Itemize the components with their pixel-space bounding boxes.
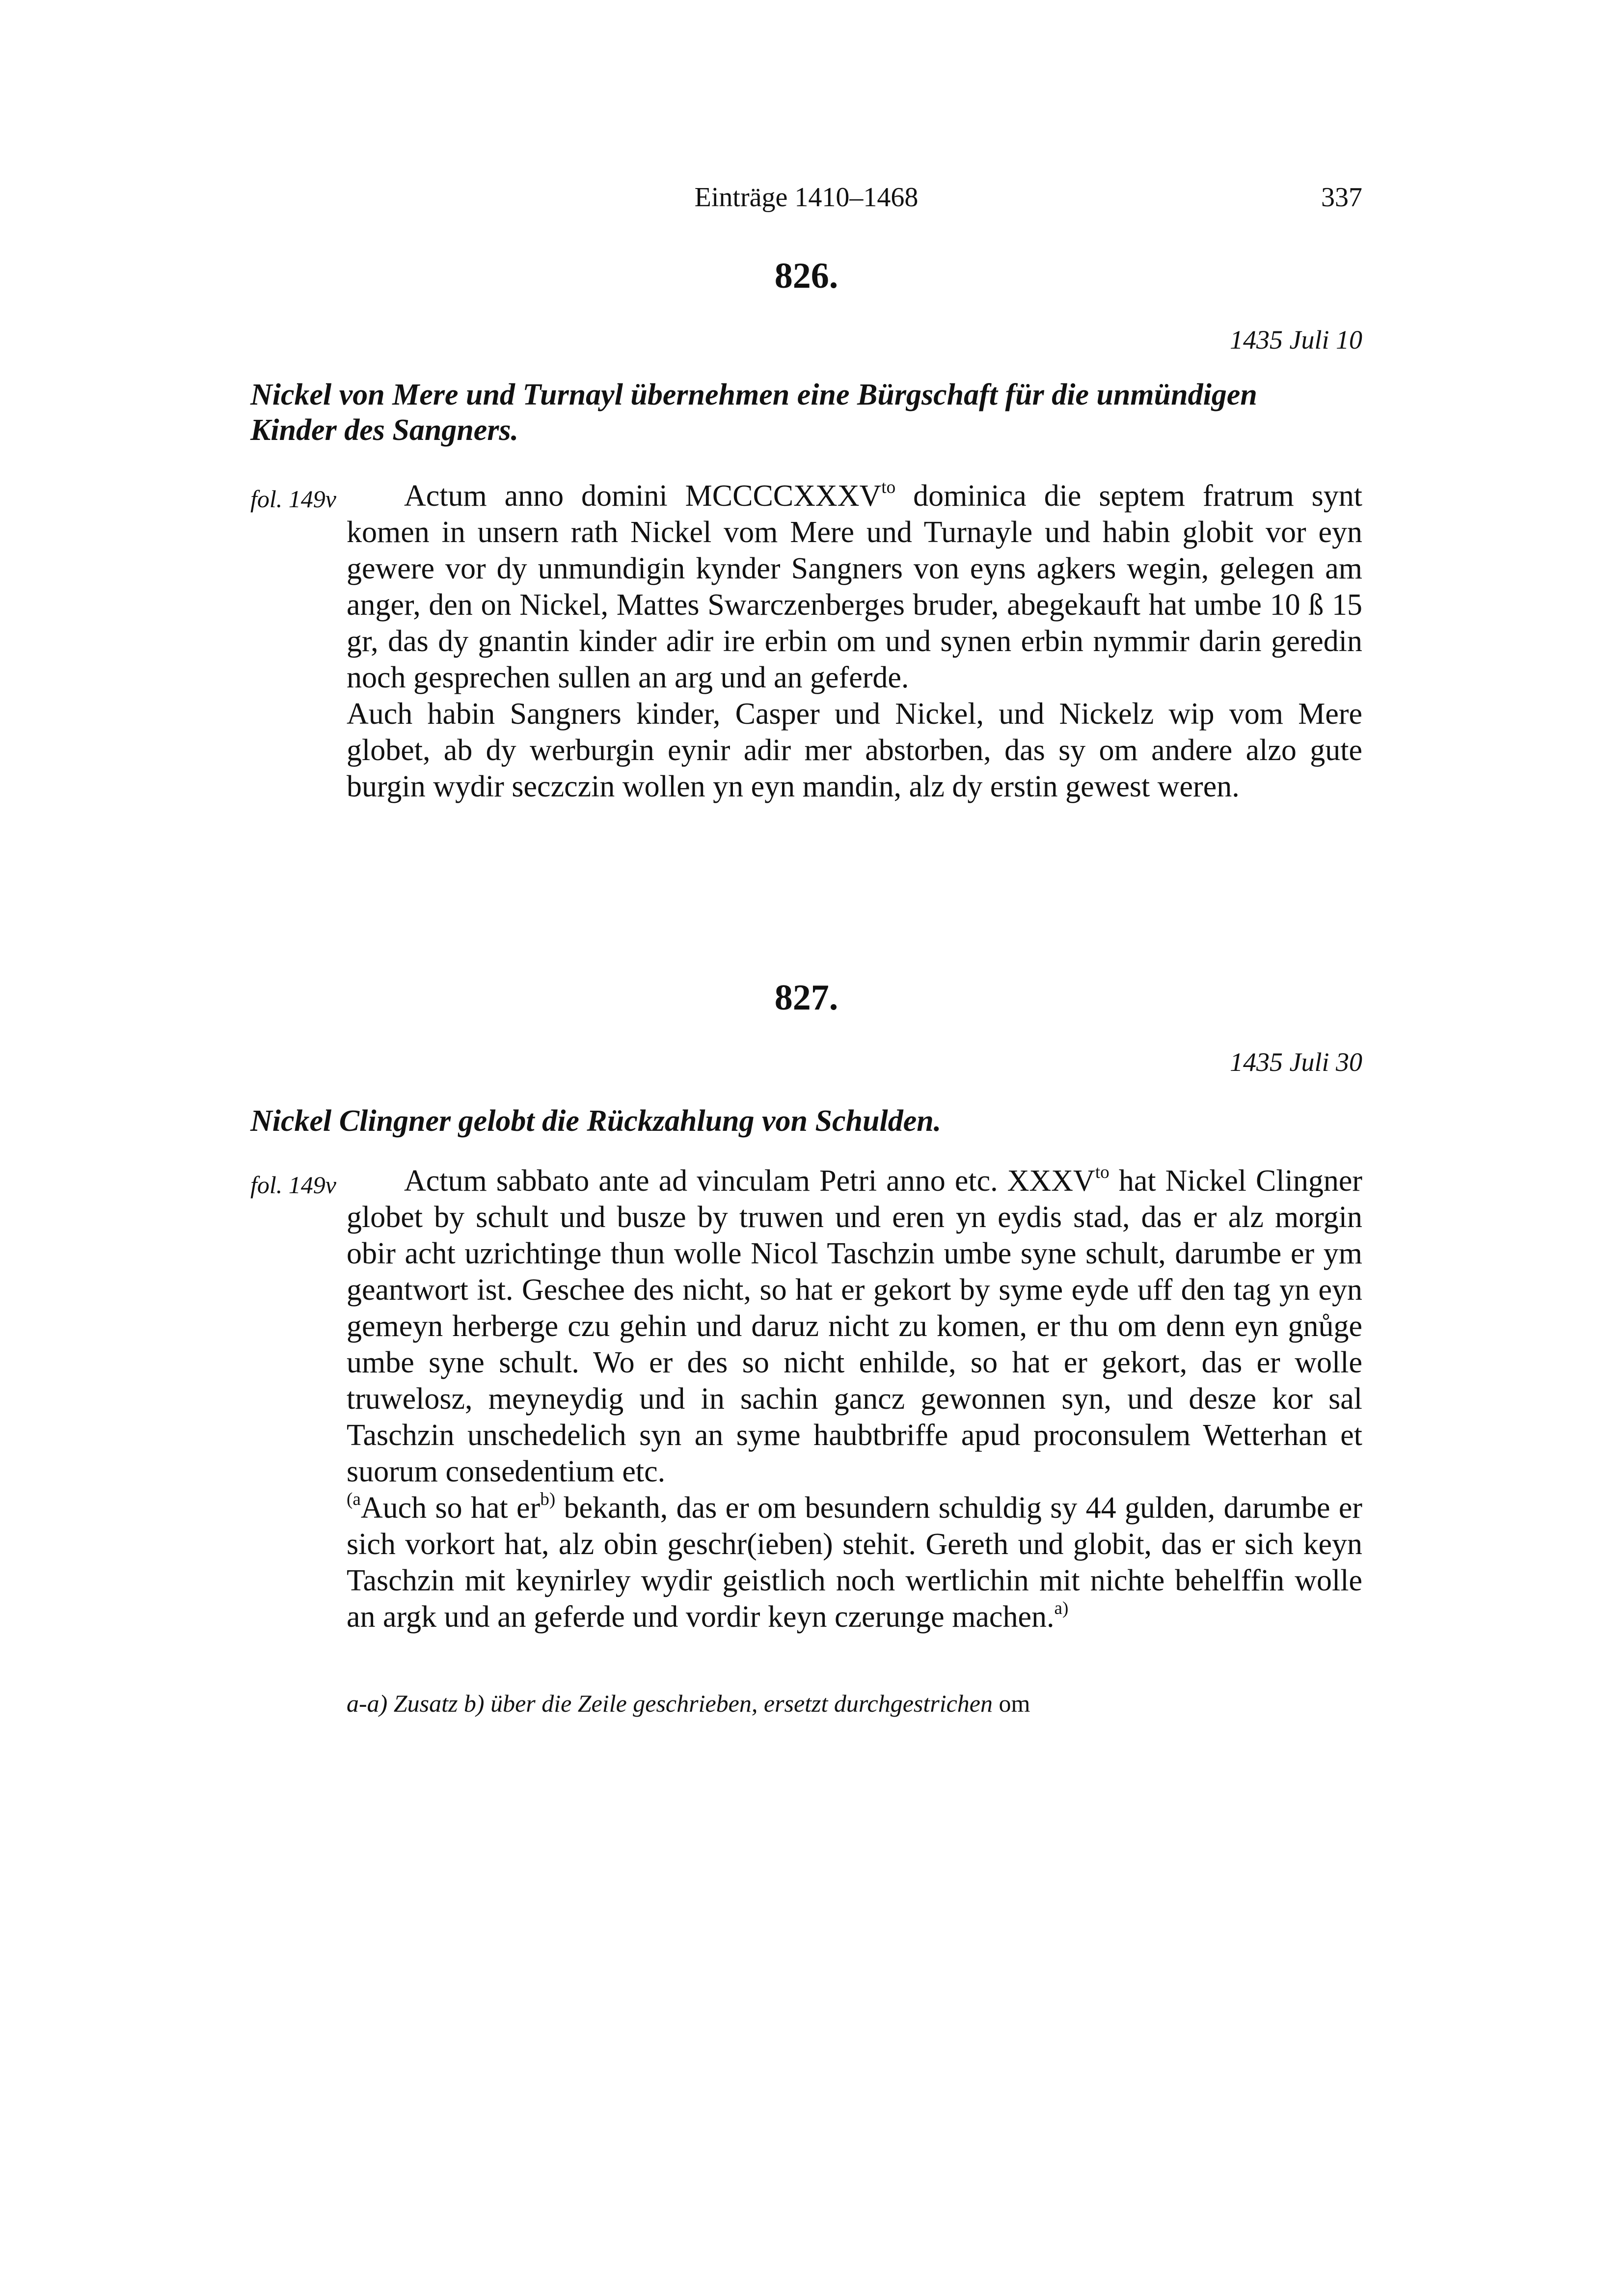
running-header-title: Einträge 1410–1468	[694, 182, 919, 213]
superscript: to	[881, 477, 896, 497]
entry-date: 1435 Juli 10	[1230, 325, 1362, 355]
folio-reference: fol. 149v	[250, 485, 336, 513]
folio-reference: fol. 149v	[250, 1171, 336, 1199]
text-segment: bekanth, das er om besundern schuldig sy 44 gulden, darumbe er sich vorkort hat, alz obin geschr(ieben) stehit. Gereth und globit, das er sich keyn Taschzin mit keynirley wydir geistlich noch wertlichin mit nichte behelffin wolle an argk und an geferde und vordir keyn czerunge machen.	[347, 1491, 1362, 1634]
regest-line: Nickel Clingner gelobt die Rückzahlung von Schulden.	[250, 1104, 942, 1138]
entry-paragraph	[347, 478, 1362, 696]
entry-regest	[250, 1103, 1362, 1139]
footnote-text: a-a) Zusatz b) über die Zeile geschrieben, ersetzt durchgestrichen	[347, 1690, 993, 1717]
entry-number: 826.	[774, 256, 839, 296]
regest-line: Nickel von Mere und Turnayl übernehmen eine Bürgschaft für die unmündigen	[250, 378, 1257, 411]
footnote-marker: b)	[540, 1489, 556, 1509]
entry-paragraph: Auch habin Sangners kinder, Casper und Nickel, und Nickelz wip vom Mere globet, ab dy werburgin eynir adir mer abstorben, das sy om andere alzo gute burgin wydir seczczin wollen yn eyn mandin, alz dy erstin gewest weren.	[347, 697, 1362, 803]
footnote-apparatus	[347, 1685, 1362, 1722]
entry-text	[347, 478, 1362, 805]
entry-number: 827.	[774, 978, 839, 1018]
entry-paragraph	[347, 1163, 1362, 1490]
footnote-marker: (a	[347, 1489, 361, 1509]
regest-line: Kinder des Sangners.	[250, 413, 519, 447]
text-segment: hat Nickel Clingner globet by schult und busze by truwen und eren yn eydis stad, das er alz morgin obir acht uzrichtinge thun wolle Nicol Taschzin umbe syne schult, darumbe er ym geantwort ist. Geschee des nicht, so hat er gekort by syme eyde uff den tag yn eyn gemeyn herberge czu gehin und daruz nicht zu komen, er thu om denn eyn gnůge umbe syne schult. Wo er des so nicht enhilde, so hat er gekort, das er wolle truwelosz, meyneydig und in sachin gancz gewonnen syn, und desze kor sal Taschzin unschedelich syn an syme haubtbriffe apud proconsulem Wetterhan et suorum consedentium etc.	[347, 1164, 1362, 1488]
text-segment: Auch so hat er	[360, 1491, 541, 1525]
superscript: to	[1095, 1162, 1109, 1182]
entry-regest	[250, 377, 1362, 448]
entry-date: 1435 Juli 30	[1230, 1047, 1362, 1077]
entry-paragraph	[347, 1490, 1362, 1635]
text-segment: Actum sabbato ante ad vinculam Petri anno etc. XXXV	[404, 1164, 1095, 1198]
page-number: 337	[1321, 182, 1362, 213]
footnote-marker: a)	[1054, 1598, 1069, 1618]
text-segment: Actum anno domini MCCCCXXXV	[404, 479, 882, 513]
entry-text	[347, 1163, 1362, 1635]
running-header	[250, 178, 1362, 217]
text-segment: dominica die septem fratrum synt komen in unsern rath Nickel vom Mere und Turnayle und habin globit vor eyn gewere vor dy unmundigin kynder Sangners von eyns agkers wegin, gelegen am anger, den on Nickel, Mattes Swarczenberges bruder, abegekauft hat umbe 10 ß 15 gr, das dy gnantin kinder adir ire erbin om und synen erbin nymmir darin geredin noch gesprechen sullen an arg und an geferde.	[347, 479, 1362, 694]
footnote-text: om	[992, 1690, 1030, 1717]
